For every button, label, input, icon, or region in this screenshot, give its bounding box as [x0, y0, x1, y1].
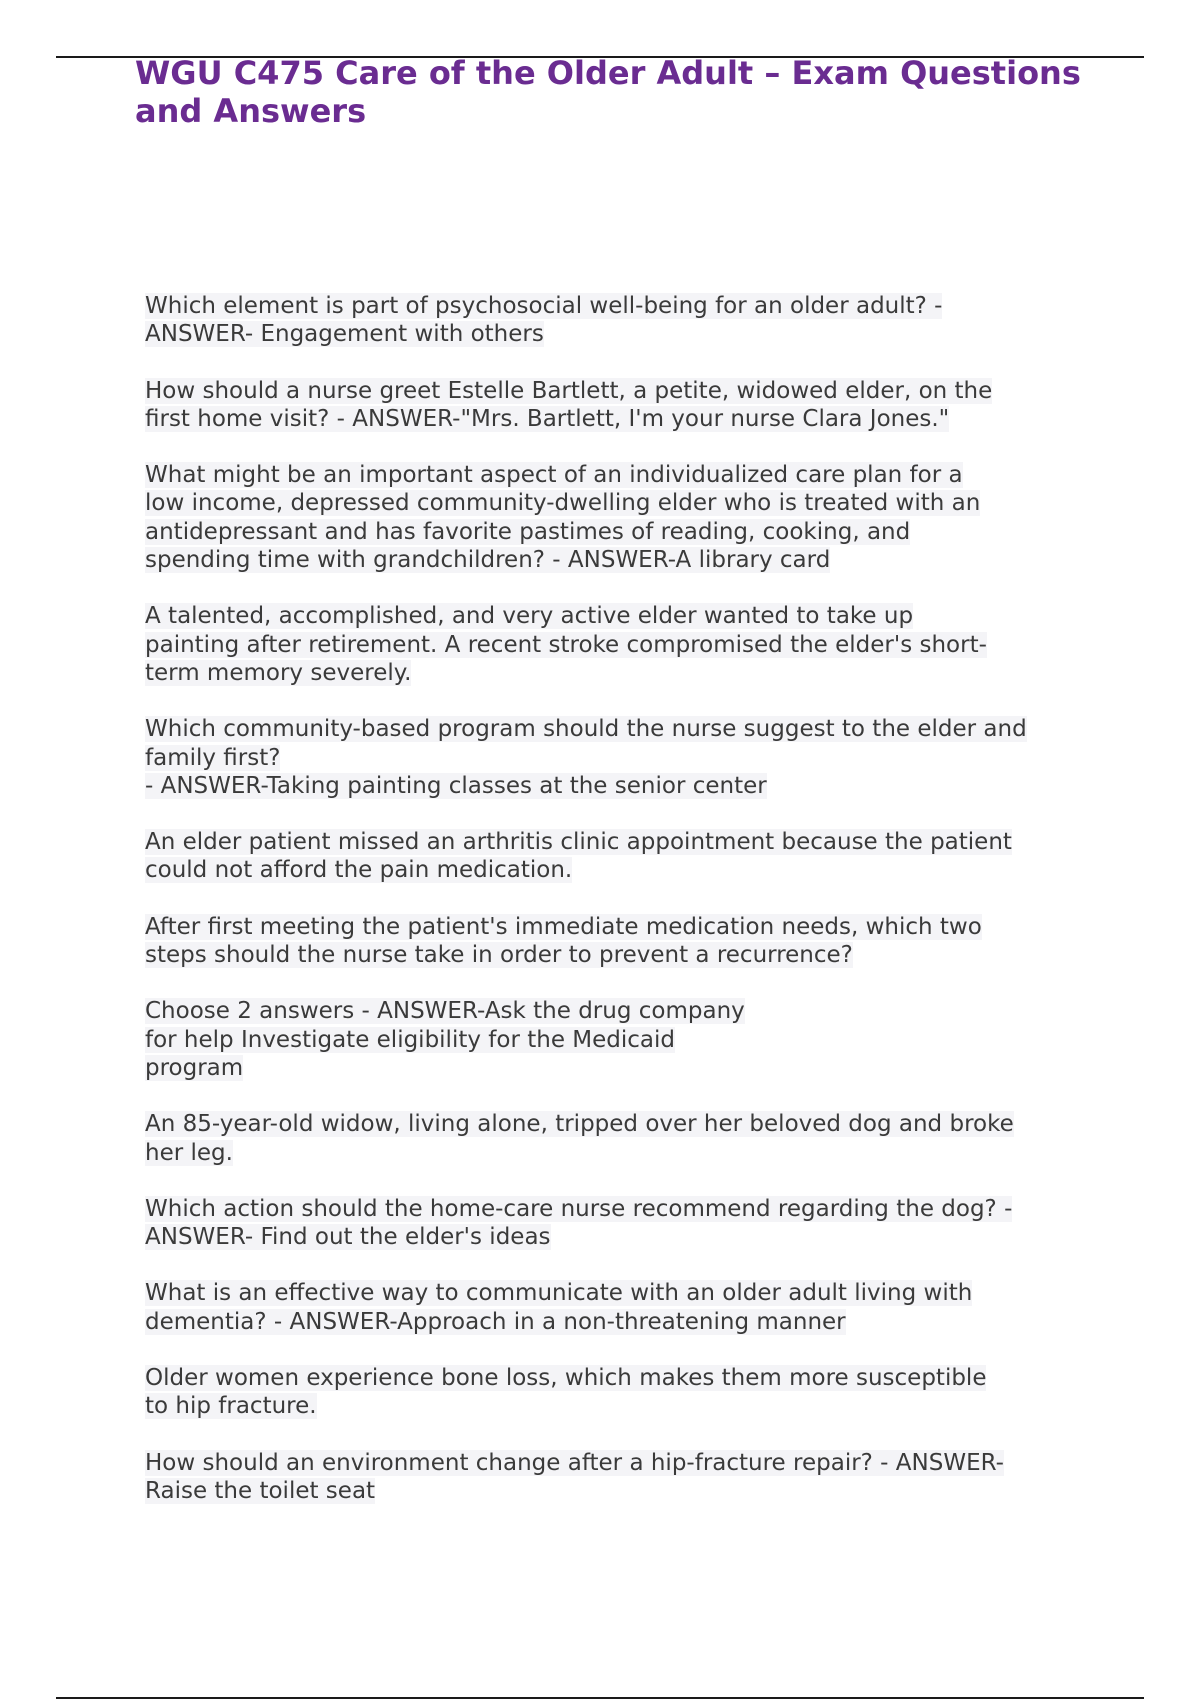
- document-title-line: and Answers: [135, 92, 367, 130]
- text-line: family first?: [145, 744, 281, 771]
- text-line: her leg.: [145, 1139, 233, 1166]
- text-line: steps should the nurse take in order to prevent a recurrence?: [145, 942, 853, 969]
- text-line: - ANSWER-Taking painting classes at the senior center: [145, 772, 767, 799]
- text-line: to hip fracture.: [145, 1393, 317, 1420]
- text-line: painting after retirement. A recent stroke compromised the elder's short-: [145, 631, 987, 658]
- text-line: After first meeting the patient's immediate medication needs, which two: [145, 913, 982, 940]
- text-line: Which element is part of psychosocial well-being for an older adult? -: [145, 293, 943, 319]
- qa-paragraph: [145, 913, 1090, 970]
- document-title-line: WGU C475 Care of the Older Adult – Exam Questions: [135, 54, 1081, 92]
- qa-paragraph: [145, 292, 1090, 349]
- text-line: term memory severely.: [145, 659, 412, 686]
- qa-paragraph: [145, 997, 1090, 1082]
- text-line: Choose 2 answers - ANSWER-Ask the drug company: [145, 998, 745, 1025]
- qa-paragraph: [145, 828, 1090, 885]
- footer-rule: [56, 1697, 1144, 1699]
- text-line: Older women experience bone loss, which makes them more susceptible: [145, 1365, 987, 1392]
- text-line: first home visit? - ANSWER-"Mrs. Bartlett, I'm your nurse Clara Jones.": [145, 405, 950, 432]
- qa-paragraph: [145, 1364, 1090, 1421]
- text-line: program: [145, 1054, 244, 1081]
- qa-paragraph: [145, 602, 1090, 687]
- qa-paragraph: [145, 1279, 1090, 1336]
- text-line: low income, depressed community-dwelling elder who is treated with an: [145, 490, 981, 517]
- qa-paragraph: [145, 715, 1090, 800]
- text-line: What is an effective way to communicate with an older adult living with: [145, 1280, 973, 1307]
- text-line: Which community-based program should the nurse suggest to the elder and: [145, 716, 1027, 743]
- text-line: Which action should the home-care nurse recommend regarding the dog? -: [145, 1195, 1013, 1222]
- document-title: [135, 54, 1135, 130]
- qa-paragraph: [145, 1449, 1090, 1506]
- text-line: could not afford the pain medication.: [145, 857, 573, 884]
- text-line: How should a nurse greet Estelle Bartlett, a petite, widowed elder, on the: [145, 377, 993, 404]
- text-line: Raise the toilet seat: [145, 1477, 376, 1504]
- text-line: An 85-year-old widow, living alone, tripped over her beloved dog and broke: [145, 1111, 1014, 1138]
- qa-content: [145, 292, 1090, 1533]
- text-line: spending time with grandchildren? - ANSWER-A library card: [145, 547, 831, 574]
- text-line: dementia? - ANSWER-Approach in a non-threatening manner: [145, 1308, 846, 1335]
- qa-paragraph: [145, 1195, 1090, 1252]
- qa-paragraph: [145, 377, 1090, 434]
- text-line: What might be an important aspect of an individualized care plan for a: [145, 462, 963, 489]
- text-line: antidepressant and has favorite pastimes of reading, cooking, and: [145, 518, 911, 545]
- qa-paragraph: [145, 1110, 1090, 1167]
- text-line: ANSWER- Find out the elder's ideas: [145, 1224, 551, 1251]
- text-line: An elder patient missed an arthritis clinic appointment because the patient: [145, 829, 1012, 856]
- text-line: for help Investigate eligibility for the Medicaid: [145, 1026, 675, 1053]
- text-line: A talented, accomplished, and very active elder wanted to take up: [145, 603, 914, 630]
- text-line: How should an environment change after a hip-fracture repair? - ANSWER-: [145, 1449, 1004, 1476]
- text-line: ANSWER- Engagement with others: [145, 321, 544, 348]
- qa-paragraph: [145, 461, 1090, 574]
